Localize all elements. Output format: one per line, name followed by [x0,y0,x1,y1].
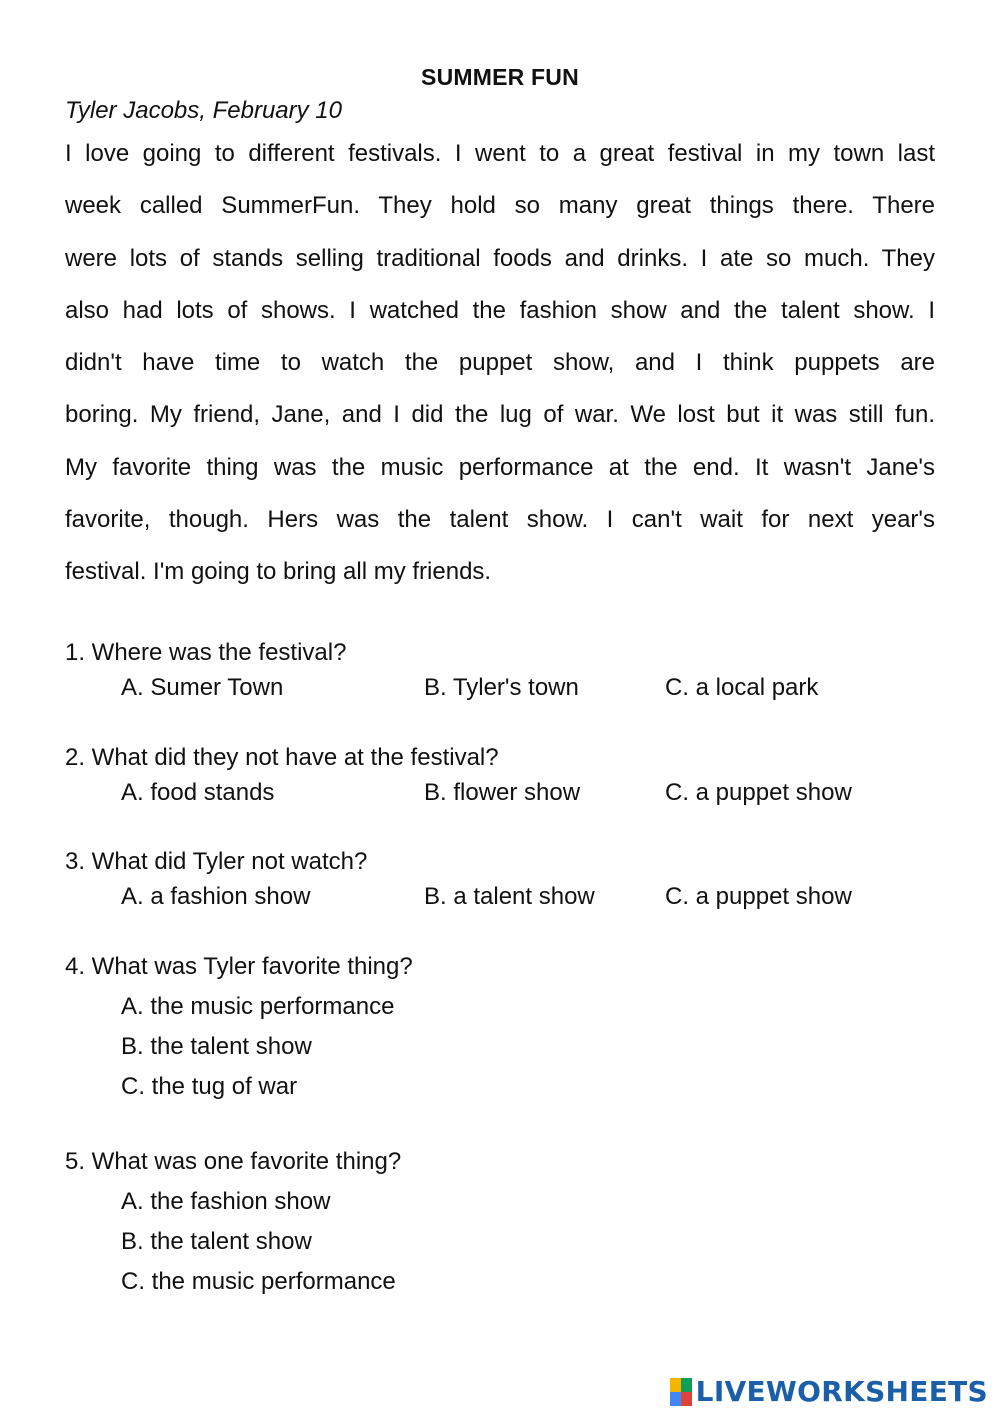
question-2-option-c[interactable]: C. a puppet show [665,779,852,806]
passage-line: didn't have time to watch the puppet show, and I think puppets are [65,349,935,377]
question-4-option-b[interactable]: B. the talent show [121,1033,312,1060]
question-text: 3. What did Tyler not watch? [65,848,368,875]
question-text: 5. What was one favorite thing? [65,1148,402,1175]
question-2-option-b[interactable]: B. flower show [424,779,581,806]
question-3-option-a[interactable]: A. a fashion show [121,883,311,910]
question-1-option-b[interactable]: B. Tyler's town [424,674,579,701]
question-1-option-c[interactable]: C. a local park [665,674,819,701]
question-5 [65,1146,401,1178]
question-4-option-c[interactable]: C. the tug of war [121,1073,298,1100]
question-5-option-c[interactable]: C. the music performance [121,1268,396,1295]
author-date: Tyler Jacobs, February 10 [65,97,342,124]
reading-passage [65,128,935,599]
question-1-option-a[interactable]: A. Sumer Town [121,674,284,701]
passage-line: week called SummerFun. They hold so many great things there. There [65,192,935,220]
passage-line: also had lots of shows. I watched the fashion show and the talent show. I [65,296,935,324]
worksheet-title: SUMMER FUN [421,64,579,90]
passage-line: I love going to different festivals. I went to a great festival in my town last [65,140,935,167]
question-5-option-a[interactable]: A. the fashion show [121,1188,331,1215]
question-5-option-b[interactable]: B. the talent show [121,1228,312,1255]
liveworksheets-logo-icon [670,1378,692,1406]
question-4 [65,951,413,983]
question-1 [65,637,346,669]
question-text: 2. What did they not have at the festival? [65,744,499,771]
question-text: 4. What was Tyler favorite thing? [65,953,413,980]
question-3-option-b[interactable]: B. a talent show [424,883,595,910]
question-3 [65,846,367,878]
passage-line: boring. My friend, Jane, and I did the lug of war. We lost but it was still fun. [65,401,935,429]
question-2 [65,742,499,774]
question-3-option-c[interactable]: C. a puppet show [665,883,852,910]
passage-line: were lots of stands selling traditional foods and drinks. I ate so much. They [65,244,935,272]
passage-line: My favorite thing was the music performance at the end. It wasn't Jane's [65,453,935,481]
question-4-option-a[interactable]: A. the music performance [121,993,395,1020]
passage-line: festival. I'm going to bring all my friends. [65,558,492,586]
question-text: 1. Where was the festival? [65,639,347,666]
passage-line: favorite, though. Hers was the talent show. I can't wait for next year's [65,506,935,534]
liveworksheets-brand[interactable] [670,1375,988,1408]
question-2-option-a[interactable]: A. food stands [121,779,275,806]
brand-name: LIVEWORKSHEETS [695,1375,988,1408]
